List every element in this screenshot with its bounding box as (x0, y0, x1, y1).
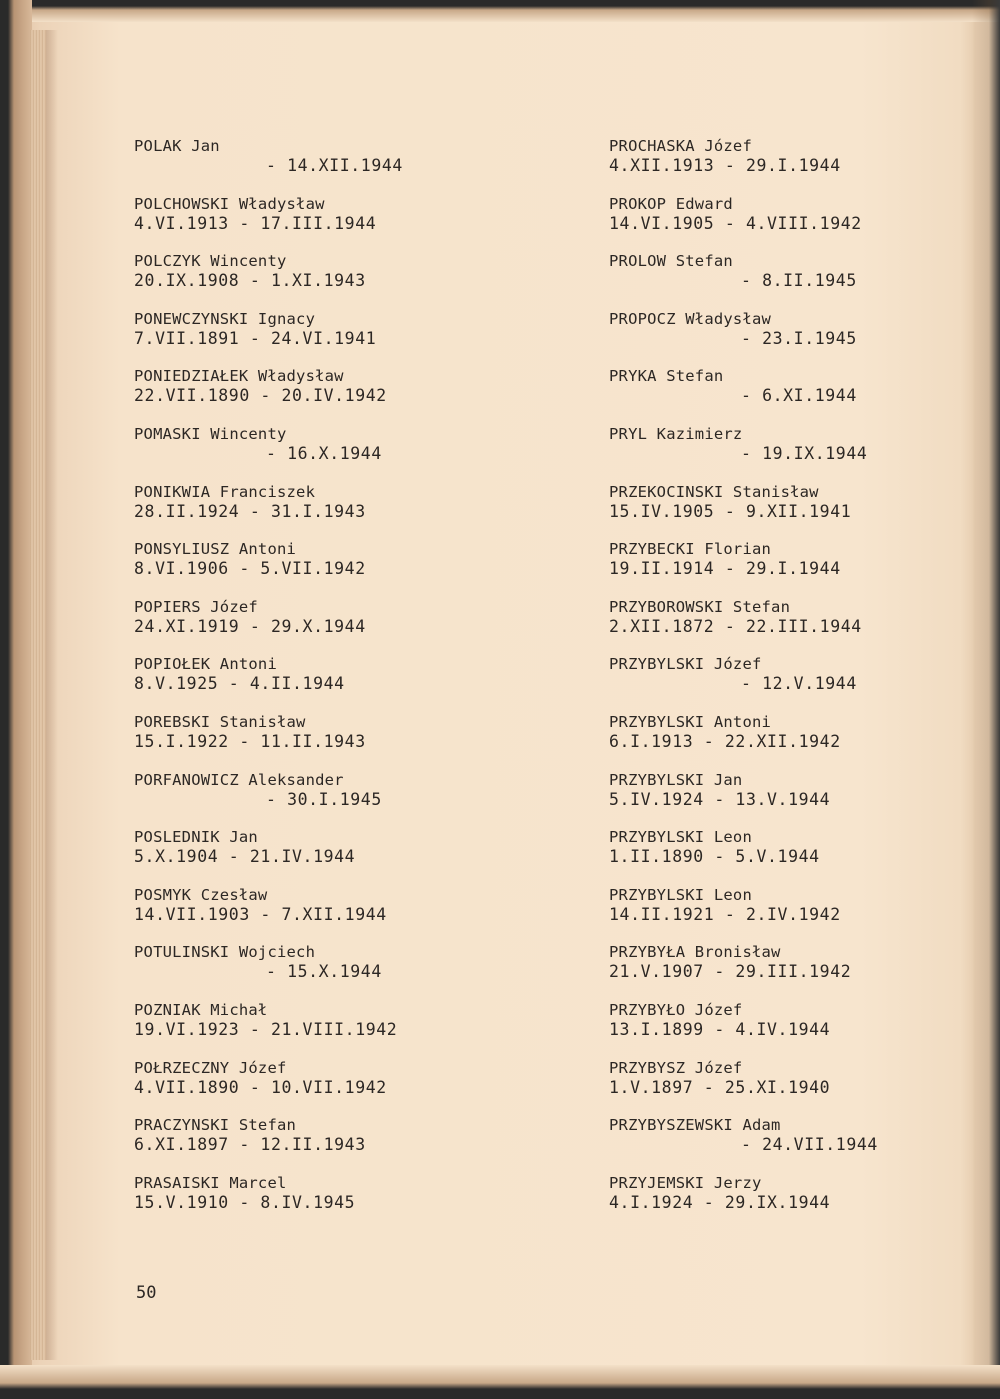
person-name: PROCHASKA Józef (609, 137, 752, 155)
page-left-edge (0, 0, 32, 1399)
life-dates: 6.XI.1897 - 12.II.1943 (134, 1135, 366, 1155)
life-dates: 28.II.1924 - 31.I.1943 (134, 501, 366, 521)
life-dates: 15.IV.1905 - 9.XII.1941 (609, 501, 852, 521)
name-entry (609, 943, 939, 981)
name-entry (609, 1059, 939, 1097)
life-dates: - 23.I.1945 (741, 328, 857, 348)
name-entry (134, 137, 464, 175)
name-entry (609, 713, 939, 751)
life-dates: 1.II.1890 - 5.V.1944 (609, 847, 820, 867)
life-dates: 6.I.1913 - 22.XII.1942 (609, 732, 841, 751)
name-entry (134, 713, 464, 751)
life-dates: 19.VI.1923 - 21.VIII.1942 (134, 1020, 398, 1039)
person-name: PROPOCZ Władysław (609, 309, 772, 328)
life-dates: 22.VII.1890 - 20.IV.1942 (134, 386, 387, 406)
name-entry (134, 425, 464, 463)
life-dates: 1.V.1897 - 25.XI.1940 (609, 1077, 831, 1097)
name-entry (134, 828, 464, 866)
person-name: PRZYBYLSKI Jan (609, 770, 743, 789)
person-name: POSLEDNIK Jan (134, 828, 258, 847)
life-dates: - 8.II.1945 (741, 271, 857, 291)
person-name: PRZYBYŁO Józef (609, 1001, 743, 1019)
life-dates: 13.I.1899 - 4.IV.1944 (609, 1020, 831, 1039)
person-name: POPIERS Józef (134, 597, 258, 616)
person-name: PRZYBYSZ Józef (609, 1058, 743, 1077)
life-dates: - 12.V.1944 (741, 674, 857, 694)
name-entry (134, 886, 464, 924)
person-name: POMASKI Wincenty (134, 425, 287, 443)
name-entry (134, 1059, 464, 1097)
name-entry (609, 1116, 939, 1154)
person-name: POLCHOWSKI Władysław (134, 194, 325, 213)
name-entry (609, 598, 939, 636)
person-name: POSMYK Czesław (134, 885, 268, 904)
person-name: PROLOW Stefan (609, 252, 733, 271)
name-entry (609, 367, 939, 405)
name-entry (134, 1174, 464, 1212)
name-entry (134, 655, 464, 693)
person-name: PRZYBYŁA Bronisław (609, 943, 781, 962)
life-dates: 8.VI.1906 - 5.VII.1942 (134, 559, 366, 579)
book-binding (30, 30, 46, 1360)
page-right-edge (972, 0, 1000, 1399)
person-name: PRYL Kazimierz (609, 425, 743, 443)
person-name: POTULINSKI Wojciech (134, 943, 316, 962)
person-name: PRZYBYLSKI Leon (609, 828, 752, 847)
name-entry (609, 1174, 939, 1212)
name-entry (609, 1001, 939, 1039)
life-dates: 15.I.1922 - 11.II.1943 (134, 732, 366, 751)
life-dates: 5.IV.1924 - 13.V.1944 (609, 789, 831, 809)
name-entry (134, 943, 464, 981)
person-name: POREBSKI Stanisław (134, 713, 306, 731)
life-dates: 7.VII.1891 - 24.VI.1941 (134, 328, 377, 348)
person-name: PONIKWIA Franciszek (134, 482, 316, 501)
life-dates: 4.VII.1890 - 10.VII.1942 (134, 1077, 387, 1097)
life-dates: 19.II.1914 - 29.I.1944 (609, 559, 841, 579)
person-name: POLAK Jan (134, 137, 220, 155)
life-dates: 8.V.1925 - 4.II.1944 (134, 674, 345, 694)
page-top-edge (0, 0, 1000, 22)
person-name: POPIOŁEK Antoni (134, 655, 277, 674)
name-entry (134, 195, 464, 233)
life-dates: 5.X.1904 - 21.IV.1944 (134, 847, 356, 867)
life-dates: 4.VI.1913 - 17.III.1944 (134, 213, 377, 233)
name-entry (609, 655, 939, 693)
person-name: PRYKA Stefan (609, 367, 724, 386)
name-entry (134, 367, 464, 405)
person-name: PRZYBYLSKI Leon (609, 885, 752, 904)
name-entry (134, 1001, 464, 1039)
binding-shadow (46, 30, 58, 1360)
page-bottom-edge (0, 1365, 1000, 1399)
name-entry (134, 310, 464, 348)
person-name: PRZEKOCINSKI Stanisław (609, 482, 819, 501)
life-dates: 2.XII.1872 - 22.III.1944 (609, 616, 862, 636)
name-entry (134, 483, 464, 521)
life-dates: - 14.XII.1944 (266, 156, 403, 175)
person-name: PRZYBECKI Florian (609, 540, 772, 559)
person-name: PRACZYNSKI Stefan (134, 1116, 297, 1135)
person-name: PRZYBYSZEWSKI Adam (609, 1116, 781, 1135)
person-name: PONEWCZYNSKI Ignacy (134, 309, 316, 328)
person-name: PRASAISKI Marcel (134, 1173, 287, 1192)
name-entry (609, 828, 939, 866)
person-name: POLCZYK Wincenty (134, 252, 287, 271)
name-entry (609, 252, 939, 290)
life-dates: - 30.I.1945 (266, 789, 382, 809)
name-entry (609, 886, 939, 924)
name-entry (609, 425, 939, 463)
person-name: PORFANOWICZ Aleksander (134, 770, 344, 789)
life-dates: - 15.X.1944 (266, 962, 382, 982)
name-entry (609, 483, 939, 521)
life-dates: - 6.XI.1944 (741, 386, 857, 406)
name-entry (609, 310, 939, 348)
name-entry (609, 540, 939, 578)
name-entry (134, 540, 464, 578)
life-dates: 14.VII.1903 - 7.XII.1944 (134, 904, 387, 924)
life-dates: - 16.X.1944 (266, 444, 382, 463)
life-dates: 20.IX.1908 - 1.XI.1943 (134, 271, 366, 291)
life-dates: 21.V.1907 - 29.III.1942 (609, 962, 852, 982)
person-name: PRZYJEMSKI Jerzy (609, 1173, 762, 1192)
life-dates: - 19.IX.1944 (741, 444, 868, 463)
person-name: PRZYBYLSKI Józef (609, 655, 762, 674)
name-entry (134, 1116, 464, 1154)
life-dates: 24.XI.1919 - 29.X.1944 (134, 616, 366, 636)
life-dates: - 24.VII.1944 (741, 1135, 878, 1155)
life-dates: 4.XII.1913 - 29.I.1944 (609, 156, 841, 175)
person-name: PONIEDZIAŁEK Władysław (134, 367, 344, 386)
name-entry (609, 771, 939, 809)
page-number: 50 (136, 1283, 157, 1303)
person-name: PRZYBOROWSKI Stefan (609, 597, 791, 616)
life-dates: 4.I.1924 - 29.IX.1944 (609, 1192, 831, 1212)
life-dates: 14.II.1921 - 2.IV.1942 (609, 904, 841, 924)
person-name: PRZYBYLSKI Antoni (609, 713, 772, 731)
life-dates: 14.VI.1905 - 4.VIII.1942 (609, 213, 862, 233)
person-name: POZNIAK Michał (134, 1001, 268, 1019)
person-name: POŁRZECZNY Józef (134, 1058, 287, 1077)
life-dates: 15.V.1910 - 8.IV.1945 (134, 1192, 356, 1212)
name-entry (609, 195, 939, 233)
name-entry (134, 598, 464, 636)
name-entry (134, 252, 464, 290)
name-entry (134, 771, 464, 809)
person-name: PROKOP Edward (609, 194, 733, 213)
person-name: PONSYLIUSZ Antoni (134, 540, 297, 559)
name-entry (609, 137, 939, 175)
